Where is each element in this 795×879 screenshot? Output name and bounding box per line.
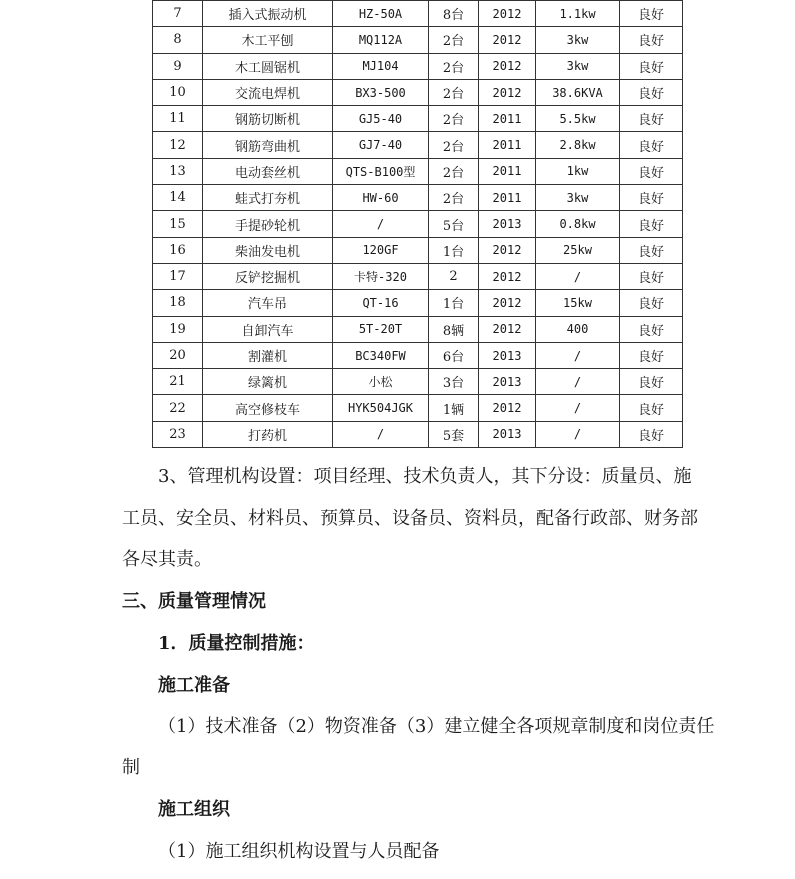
cell-model: QT-16 (333, 290, 429, 316)
table-row (153, 185, 683, 211)
cell-name: 插入式振动机 (203, 1, 333, 27)
cell-year: 2011 (479, 185, 536, 211)
cell-no: 14 (153, 185, 203, 211)
org-setup-line-1: 3、管理机构设置：项目经理、技术负责人，其下分设：质量员、施 (158, 466, 692, 487)
cell-no: 20 (153, 342, 203, 368)
cell-year: 2012 (479, 1, 536, 27)
cell-power: / (536, 369, 620, 395)
cell-no: 18 (153, 290, 203, 316)
org-setup-line-2: 工员、安全员、材料员、预算员、设备员、资料员，配备行政部、财务部 (122, 508, 698, 529)
cell-power: 3kw (536, 53, 620, 79)
cell-no: 13 (153, 158, 203, 184)
cell-no: 7 (153, 1, 203, 27)
table-row (153, 1, 683, 27)
equipment-table-body (153, 1, 683, 448)
cell-name: 手提砂轮机 (203, 211, 333, 237)
cell-model: 5T-20T (333, 316, 429, 342)
cell-condition: 良好 (620, 211, 683, 237)
cell-condition: 良好 (620, 158, 683, 184)
prep-items-line-2: 制 (122, 757, 140, 778)
cell-model: MJ104 (333, 53, 429, 79)
cell-name: 蛙式打夯机 (203, 185, 333, 211)
cell-no: 10 (153, 79, 203, 105)
cell-power: / (536, 421, 620, 447)
subheading-quality-control: 1．质量控制措施： (158, 633, 315, 654)
cell-qty: 2台 (429, 132, 479, 158)
cell-model: / (333, 421, 429, 447)
cell-power: 25kw (536, 237, 620, 263)
cell-year: 2012 (479, 395, 536, 421)
table-row (153, 106, 683, 132)
table-row (153, 132, 683, 158)
cell-model: BC340FW (333, 342, 429, 368)
table-row (153, 237, 683, 263)
cell-year: 2013 (479, 211, 536, 237)
cell-model: 小松 (333, 369, 429, 395)
cell-name: 割灌机 (203, 342, 333, 368)
cell-condition: 良好 (620, 185, 683, 211)
cell-qty: 2台 (429, 79, 479, 105)
cell-name: 反铲挖掘机 (203, 263, 333, 289)
cell-name: 打药机 (203, 421, 333, 447)
cell-year: 2012 (479, 237, 536, 263)
cell-condition: 良好 (620, 290, 683, 316)
cell-power: / (536, 263, 620, 289)
cell-qty: 2台 (429, 106, 479, 132)
cell-power: 1kw (536, 158, 620, 184)
cell-qty: 8辆 (429, 316, 479, 342)
cell-name: 钢筋弯曲机 (203, 132, 333, 158)
cell-name: 绿篱机 (203, 369, 333, 395)
cell-year: 2012 (479, 27, 536, 53)
cell-condition: 良好 (620, 369, 683, 395)
table-row (153, 316, 683, 342)
cell-power: 400 (536, 316, 620, 342)
cell-name: 钢筋切断机 (203, 106, 333, 132)
cell-model: / (333, 211, 429, 237)
cell-condition: 良好 (620, 132, 683, 158)
cell-model: HZ-50A (333, 1, 429, 27)
cell-condition: 良好 (620, 27, 683, 53)
cell-no: 22 (153, 395, 203, 421)
table-row (153, 158, 683, 184)
cell-model: GJ5-40 (333, 106, 429, 132)
cell-qty: 8台 (429, 1, 479, 27)
cell-power: 5.5kw (536, 106, 620, 132)
cell-condition: 良好 (620, 395, 683, 421)
cell-power: 3kw (536, 27, 620, 53)
cell-no: 16 (153, 237, 203, 263)
table-row (153, 211, 683, 237)
cell-year: 2012 (479, 316, 536, 342)
cell-year: 2011 (479, 132, 536, 158)
equipment-table (152, 0, 683, 448)
cell-qty: 2台 (429, 53, 479, 79)
cell-qty: 1台 (429, 290, 479, 316)
table-row (153, 369, 683, 395)
cell-condition: 良好 (620, 316, 683, 342)
table-row (153, 53, 683, 79)
cell-year: 2011 (479, 158, 536, 184)
cell-power: / (536, 342, 620, 368)
cell-no: 19 (153, 316, 203, 342)
cell-condition: 良好 (620, 79, 683, 105)
cell-no: 21 (153, 369, 203, 395)
cell-qty: 2 (429, 263, 479, 289)
table-row (153, 27, 683, 53)
heading-construction-prep: 施工准备 (158, 675, 230, 696)
cell-model: GJ7-40 (333, 132, 429, 158)
cell-qty: 2台 (429, 27, 479, 53)
cell-model: 120GF (333, 237, 429, 263)
cell-qty: 2台 (429, 185, 479, 211)
cell-year: 2013 (479, 421, 536, 447)
cell-power: 38.6KVA (536, 79, 620, 105)
cell-power: 3kw (536, 185, 620, 211)
cell-qty: 5台 (429, 211, 479, 237)
cell-year: 2012 (479, 290, 536, 316)
table-row (153, 421, 683, 447)
cell-power: / (536, 395, 620, 421)
cell-model: HW-60 (333, 185, 429, 211)
cell-power: 15kw (536, 290, 620, 316)
cell-qty: 1台 (429, 237, 479, 263)
cell-year: 2012 (479, 263, 536, 289)
cell-year: 2013 (479, 369, 536, 395)
cell-model: 卡特-320 (333, 263, 429, 289)
table-row (153, 290, 683, 316)
cell-condition: 良好 (620, 342, 683, 368)
heading-construction-org: 施工组织 (158, 799, 230, 820)
cell-condition: 良好 (620, 53, 683, 79)
cell-no: 15 (153, 211, 203, 237)
cell-year: 2012 (479, 79, 536, 105)
cell-no: 23 (153, 421, 203, 447)
cell-condition: 良好 (620, 263, 683, 289)
cell-name: 木工平刨 (203, 27, 333, 53)
cell-model: MQ112A (333, 27, 429, 53)
cell-no: 17 (153, 263, 203, 289)
cell-condition: 良好 (620, 1, 683, 27)
cell-name: 柴油发电机 (203, 237, 333, 263)
cell-power: 0.8kw (536, 211, 620, 237)
cell-no: 8 (153, 27, 203, 53)
cell-year: 2011 (479, 106, 536, 132)
prep-items-line-1: （1）技术准备（2）物资准备（3）建立健全各项规章制度和岗位责任 (158, 716, 715, 737)
cell-qty: 2台 (429, 158, 479, 184)
cell-no: 12 (153, 132, 203, 158)
table-row (153, 395, 683, 421)
table-row (153, 342, 683, 368)
cell-condition: 良好 (620, 421, 683, 447)
cell-year: 2012 (479, 53, 536, 79)
cell-name: 木工圆锯机 (203, 53, 333, 79)
cell-model: QTS-B100型 (333, 158, 429, 184)
cell-name: 高空修枝车 (203, 395, 333, 421)
cell-power: 2.8kw (536, 132, 620, 158)
cell-no: 11 (153, 106, 203, 132)
cell-power: 1.1kw (536, 1, 620, 27)
cell-year: 2013 (479, 342, 536, 368)
cell-qty: 6台 (429, 342, 479, 368)
table-row (153, 263, 683, 289)
org-item-1: （1）施工组织机构设置与人员配备 (158, 841, 440, 862)
cell-name: 电动套丝机 (203, 158, 333, 184)
cell-model: HYK504JGK (333, 395, 429, 421)
cell-qty: 1辆 (429, 395, 479, 421)
cell-qty: 3台 (429, 369, 479, 395)
table-row (153, 79, 683, 105)
cell-model: BX3-500 (333, 79, 429, 105)
section-heading-quality: 三、质量管理情况 (122, 591, 266, 612)
cell-condition: 良好 (620, 237, 683, 263)
cell-qty: 5套 (429, 421, 479, 447)
cell-name: 交流电焊机 (203, 79, 333, 105)
cell-name: 自卸汽车 (203, 316, 333, 342)
cell-no: 9 (153, 53, 203, 79)
cell-name: 汽车吊 (203, 290, 333, 316)
org-setup-line-3: 各尽其责。 (122, 549, 212, 570)
cell-condition: 良好 (620, 106, 683, 132)
